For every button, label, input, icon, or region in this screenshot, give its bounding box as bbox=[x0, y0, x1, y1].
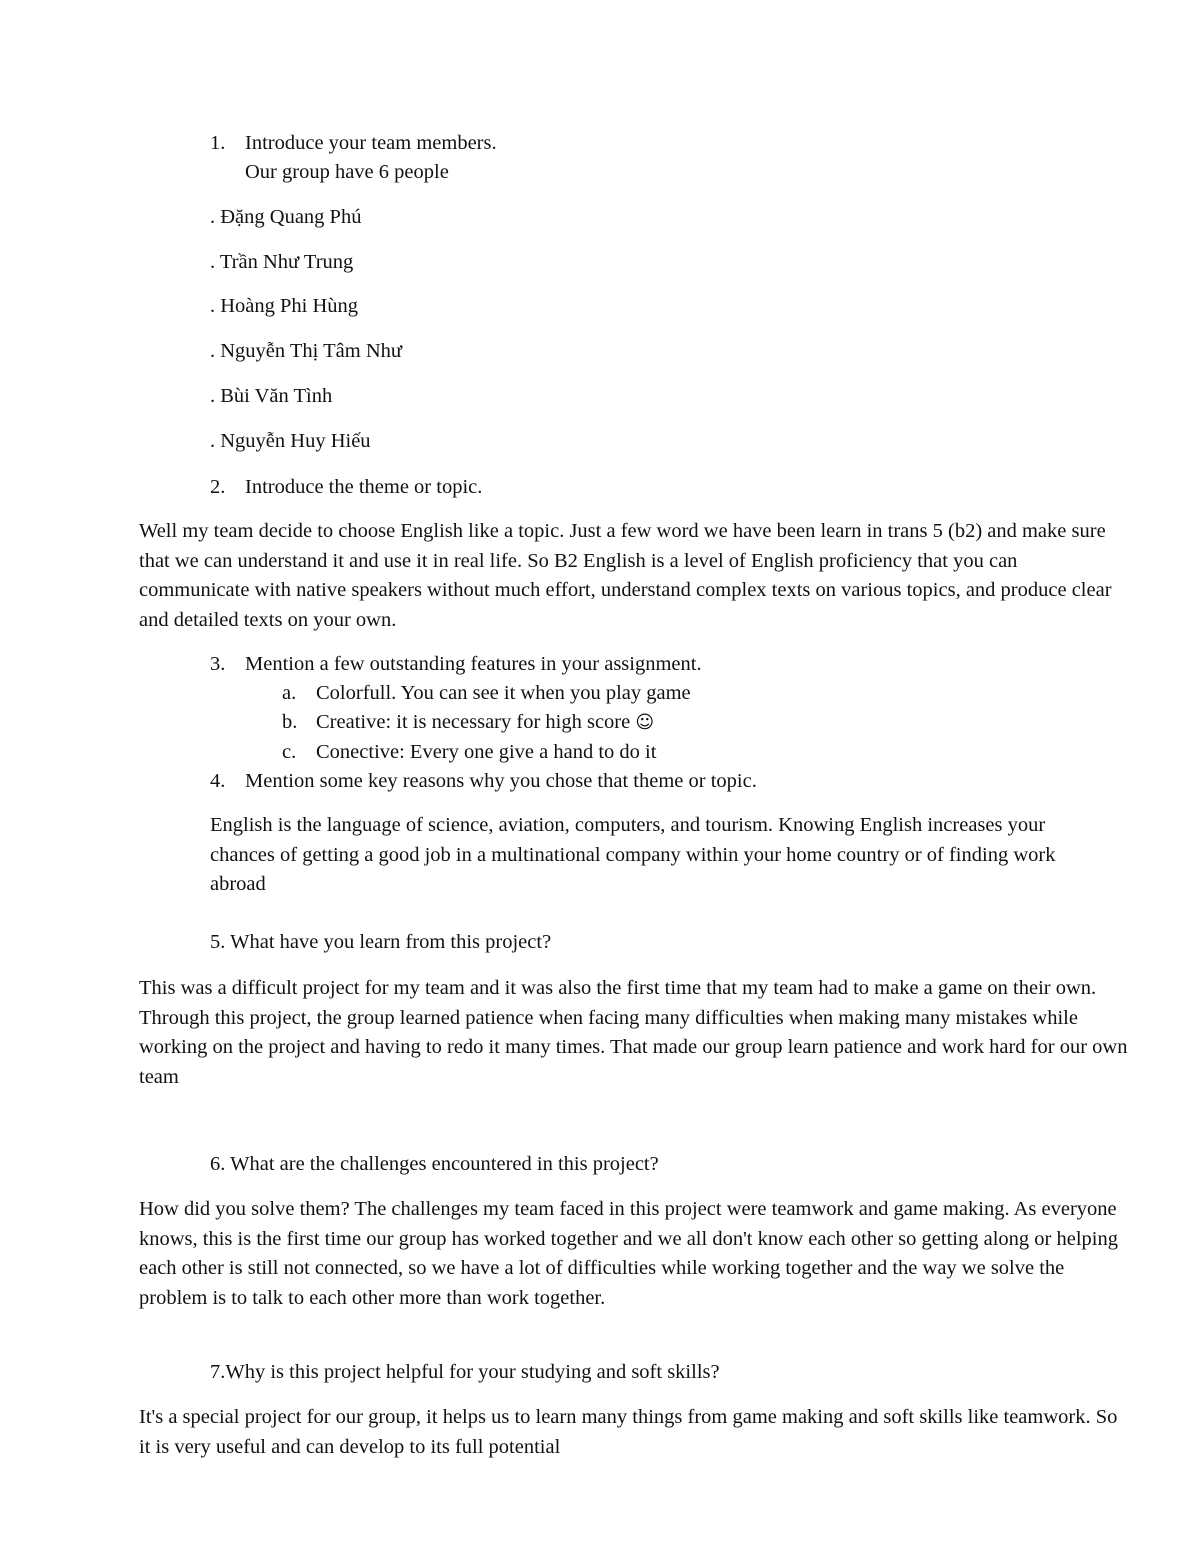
q2-number: 2. bbox=[210, 476, 226, 498]
q2-answer: Well my team decide to choose English like a topic. Just a few word we have been learn in trans 5 (b2) and make sure that we can understand it and use it in real life. So B2 English is a level of English proficiency that you can communicate with native speakers without much effort, understand complex texts on various topics, and produce clear and detailed texts on your own. bbox=[139, 520, 1112, 631]
q4-title: Mention some key reasons why you chose that theme or topic. bbox=[245, 770, 757, 792]
member-item: . Bùi Văn Tình bbox=[210, 385, 333, 407]
q3-item-letter: c. bbox=[282, 741, 297, 763]
q6-answer: How did you solve them? The challenges my team faced in this project were teamwork and game making. As everyone knows, this is the first time our group has worked together and we all don't know each other so getting along or helping each other is still not connected, so we have a lot of difficulties while working together and the way we solve the problem is to talk to each other more than work together. bbox=[139, 1198, 1118, 1309]
q1-number: 1. bbox=[210, 132, 226, 154]
q3-item-text: Colorfull. You can see it when you play game bbox=[316, 682, 691, 704]
q3-title: Mention a few outstanding features in your assignment. bbox=[245, 653, 702, 675]
q3-item-letter: a. bbox=[282, 682, 297, 704]
q4-answer: English is the language of science, aviation, computers, and tourism. Knowing English increases your chances of getting a good job in a multinational company within your home country or of finding work abroad bbox=[210, 814, 1056, 896]
member-item: . Trần Như Trung bbox=[210, 251, 354, 273]
member-item: . Đặng Quang Phú bbox=[210, 206, 362, 228]
q3-item-text bbox=[316, 708, 654, 738]
member-item: . Nguyễn Thị Tâm Như bbox=[210, 340, 402, 362]
q4-number: 4. bbox=[210, 770, 226, 792]
q7-answer: It's a special project for our group, it helps us to learn many things from game making and soft skills like teamwork. So it is very useful and can develop to its full potential bbox=[139, 1406, 1118, 1458]
q6-title: 6. What are the challenges encountered in this project? bbox=[210, 1153, 659, 1175]
q3-item-letter: b. bbox=[282, 711, 298, 733]
q1-subtitle: Our group have 6 people bbox=[245, 161, 449, 183]
member-item: . Hoàng Phi Hùng bbox=[210, 295, 359, 317]
q3-item-b-text: Creative: it is necessary for high score bbox=[316, 711, 631, 733]
member-item: . Nguyễn Huy Hiếu bbox=[210, 430, 371, 452]
smiley-icon: ☺ bbox=[635, 712, 655, 733]
q5-title: 5. What have you learn from this project? bbox=[210, 931, 552, 953]
q7-title: 7.Why is this project helpful for your studying and soft skills? bbox=[210, 1361, 720, 1383]
q2-title: Introduce the theme or topic. bbox=[245, 476, 483, 498]
q3-number: 3. bbox=[210, 653, 226, 675]
q1-title: Introduce your team members. bbox=[245, 132, 497, 154]
q5-answer: This was a difficult project for my team and it was also the first time that my team had to make a game on their own. Through this project, the group learned patience when facing many difficulties when making many mistakes while working on the project and having to redo it many times. That made our group learn patience and work hard for our own team bbox=[139, 977, 1128, 1088]
q3-item-text: Conective: Every one give a hand to do it bbox=[316, 741, 657, 763]
